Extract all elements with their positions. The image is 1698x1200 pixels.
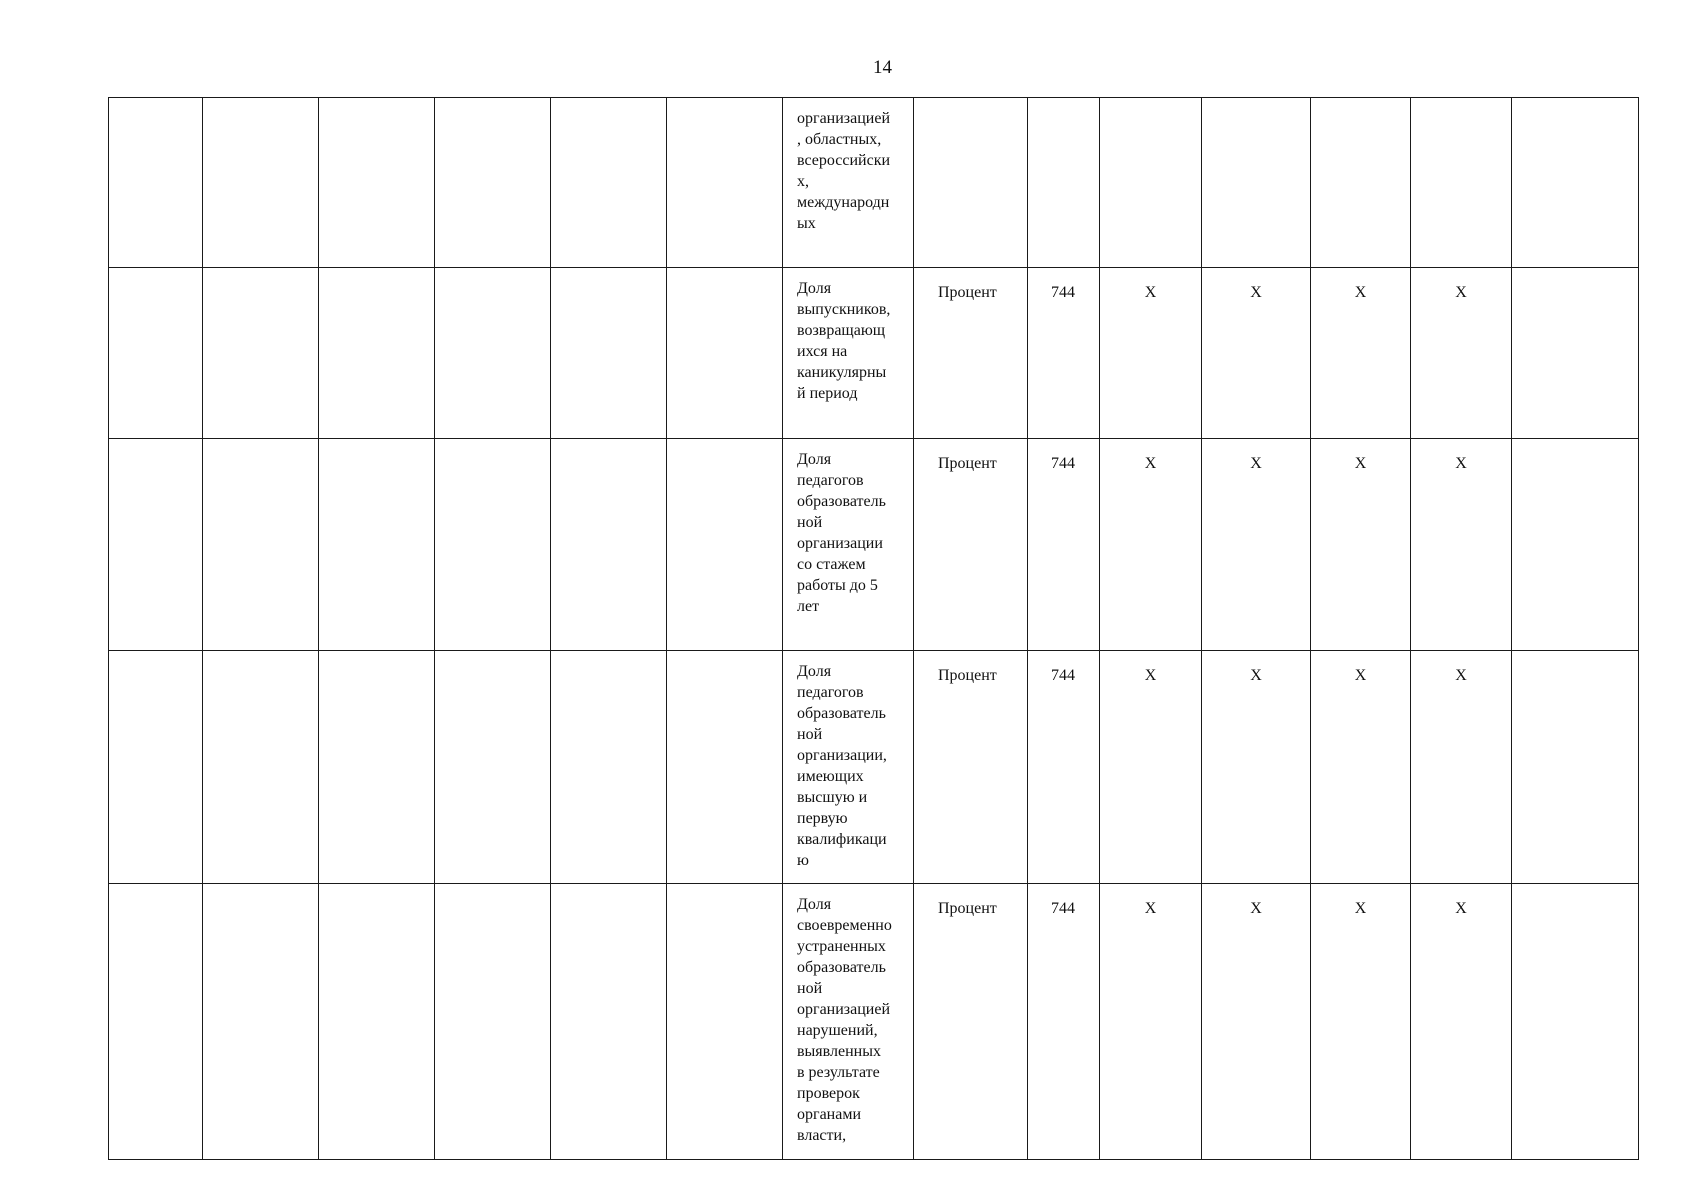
unit-code-cell <box>1028 98 1100 268</box>
unit-code-cell: 744 <box>1028 651 1100 884</box>
unit-code-cell: 744 <box>1028 884 1100 1160</box>
value-mark-cell: X <box>1411 439 1512 651</box>
empty-cell <box>109 651 203 884</box>
empty-cell <box>1512 884 1639 1160</box>
table-row <box>109 884 1639 1160</box>
empty-cell <box>203 884 319 1160</box>
value-mark-cell <box>1202 98 1311 268</box>
empty-cell <box>667 98 783 268</box>
value-mark-cell: X <box>1100 651 1202 884</box>
indicator-name: Доля своевременно устраненных образователь ной организацией нарушений, выявленных в результате проверок органами власти, <box>797 896 892 1144</box>
value-mark-cell: X <box>1100 268 1202 439</box>
empty-cell <box>1512 439 1639 651</box>
table-row <box>109 98 1639 268</box>
empty-cell <box>667 439 783 651</box>
empty-cell <box>1512 98 1639 268</box>
empty-cell <box>435 439 551 651</box>
empty-cell <box>667 884 783 1160</box>
unit-cell <box>914 98 1028 268</box>
indicator-cell <box>783 268 914 439</box>
unit-cell: Процент <box>914 884 1028 1160</box>
indicator-cell <box>783 98 914 268</box>
indicator-name: Доля выпускников, возвращающ ихся на каникулярны й период <box>797 280 891 402</box>
value-mark-cell: X <box>1202 439 1311 651</box>
empty-cell <box>551 884 667 1160</box>
empty-cell <box>435 884 551 1160</box>
indicator-name: Доля педагогов образователь ной организации, имеющих высшую и первую квалификаци ю <box>797 663 887 869</box>
value-mark-cell <box>1311 98 1411 268</box>
empty-cell <box>203 98 319 268</box>
unit-cell: Процент <box>914 268 1028 439</box>
indicator-cell <box>783 884 914 1160</box>
empty-cell <box>435 98 551 268</box>
empty-cell <box>1512 651 1639 884</box>
empty-cell <box>319 884 435 1160</box>
value-mark-cell: X <box>1202 884 1311 1160</box>
value-mark-cell <box>1100 98 1202 268</box>
value-mark-cell: X <box>1202 268 1311 439</box>
table-row <box>109 268 1639 439</box>
indicator-table <box>108 97 1639 1160</box>
value-mark-cell: X <box>1311 439 1411 651</box>
empty-cell <box>203 439 319 651</box>
empty-cell <box>109 268 203 439</box>
unit-cell: Процент <box>914 439 1028 651</box>
page-number: 14 <box>873 57 892 78</box>
empty-cell <box>319 439 435 651</box>
empty-cell <box>551 651 667 884</box>
value-mark-cell: X <box>1311 268 1411 439</box>
empty-cell <box>1512 268 1639 439</box>
empty-cell <box>435 268 551 439</box>
empty-cell <box>203 268 319 439</box>
empty-cell <box>551 98 667 268</box>
empty-cell <box>319 651 435 884</box>
empty-cell <box>435 651 551 884</box>
table-row <box>109 651 1639 884</box>
indicator-name: организацией , областных, всероссийски х, международн ых <box>797 110 891 232</box>
empty-cell <box>551 439 667 651</box>
indicator-cell <box>783 439 914 651</box>
empty-cell <box>667 268 783 439</box>
value-mark-cell: X <box>1411 884 1512 1160</box>
value-mark-cell: X <box>1311 884 1411 1160</box>
value-mark-cell: X <box>1100 884 1202 1160</box>
empty-cell <box>551 268 667 439</box>
value-mark-cell: X <box>1100 439 1202 651</box>
indicator-cell <box>783 651 914 884</box>
value-mark-cell: X <box>1311 651 1411 884</box>
table-row <box>109 439 1639 651</box>
empty-cell <box>109 884 203 1160</box>
empty-cell <box>319 98 435 268</box>
value-mark-cell: X <box>1411 268 1512 439</box>
indicator-name: Доля педагогов образователь ной организации со стажем работы до 5 лет <box>797 451 886 615</box>
empty-cell <box>667 651 783 884</box>
empty-cell <box>203 651 319 884</box>
value-mark-cell: X <box>1202 651 1311 884</box>
empty-cell <box>109 439 203 651</box>
unit-code-cell: 744 <box>1028 439 1100 651</box>
empty-cell <box>109 98 203 268</box>
empty-cell <box>319 268 435 439</box>
unit-code-cell: 744 <box>1028 268 1100 439</box>
value-mark-cell <box>1411 98 1512 268</box>
unit-cell: Процент <box>914 651 1028 884</box>
value-mark-cell: X <box>1411 651 1512 884</box>
